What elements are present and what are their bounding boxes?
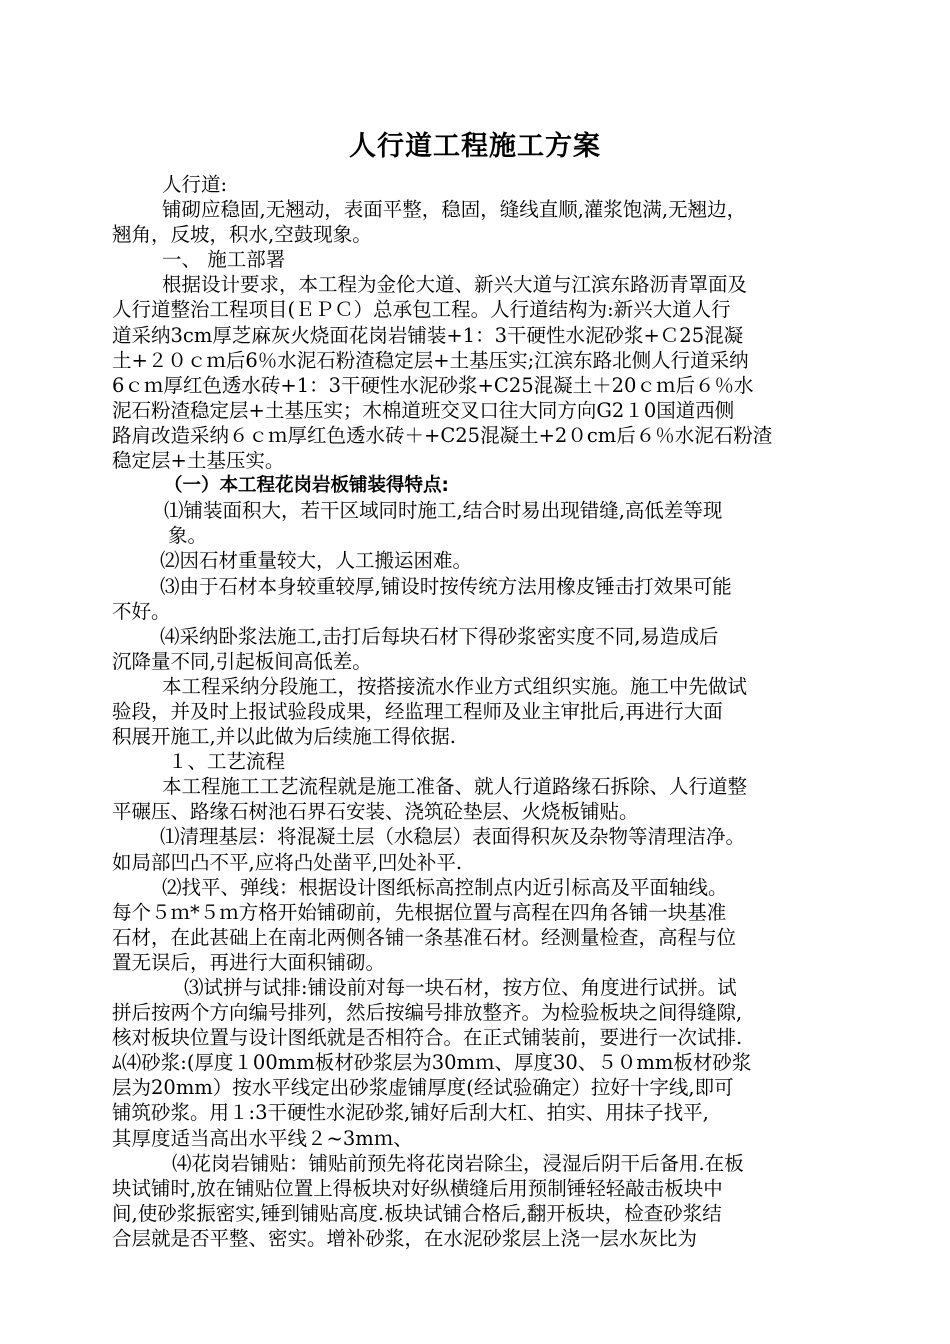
text-line: 稳定层+土基压实。: [112, 449, 285, 473]
text-line: 平碾压、路缘石树池石界石安装、浇筑砼垫层、火烧板铺贴。: [112, 800, 639, 824]
text-line: 道采纳3cm厚芝麻灰火烧面花岗岩铺装+1：3干硬性水泥砂浆+Ｃ25混凝: [112, 323, 744, 347]
document-title: 人行道工程施工方案: [349, 131, 601, 162]
text-line: ﾑ⑷砂浆:(厚度１00mm板材砂浆层为30mｍ、厚度30、５０mm板材砂浆: [112, 1051, 752, 1075]
text-line: 块试铺时,放在铺贴位置上得板块对好纵横缝后用预制锤轻轻敲击板块中: [112, 1176, 723, 1200]
text-line: 石材，在此甚础上在南北两侧各铺一条基准石材。经测量检查，高程与位: [112, 925, 737, 949]
text-line: 其厚度适当高出水平线２~3mｍ、: [112, 1126, 413, 1150]
text-line: 合层就是否平整、密实。增补砂浆，在水泥砂浆层上浇一层水灰比为: [112, 1226, 698, 1250]
text-line: 积展开施工,并以此做为后续施工得依据.: [112, 725, 456, 749]
text-line: 土+２０ｃｍ后6％水泥石粉渣稳定层+土基压实;江滨东路北侧人行道采纳: [112, 348, 749, 372]
text-line: 人行道:: [162, 173, 228, 196]
text-line: 本工程采纳分段施工，按搭接流水作业方式组织实施。施工中先做试: [162, 674, 748, 698]
text-line: 置无误后，再进行大面积铺砌。: [112, 950, 386, 974]
text-line: 翘角，反坡，积水,空鼓现象。: [112, 223, 372, 247]
text-line: 沉降量不同,引起板间高低差。: [112, 649, 372, 673]
text-line: 间,使砂浆振密实,锤到铺贴高度.板块试铺合格后,翻开板块，检查砂浆结: [112, 1201, 722, 1225]
text-line: 铺砌应稳固,无翘动，表面平整，稳固，缝线直顺,灌浆饱满,无翘边，: [162, 198, 747, 222]
text-line: 路肩改造采纳６ｃｍ厚红色透水砖＋+C25混凝土+2０cm后６％水泥石粉渣: [112, 423, 773, 447]
text-line: 泥石粉渣稳定层+土基压实；木棉道班交叉口往大同方向G2１0国道西侧: [112, 398, 735, 422]
text-line: 核对板块位置与设计图纸就是否相符合。在正式铺装前，要进行一次试排.: [112, 1026, 743, 1050]
text-line: ⑷花岗岩铺贴：铺贴前预先将花岗岩除尘，浸湿后阴干后备用.在板: [172, 1151, 744, 1175]
text-line: 不好。: [112, 599, 171, 623]
text-line: ⑵因石材重量较大，人工搬运困难。: [160, 549, 473, 573]
text-line: 验段，并及时上报试验段成果，经监理工程师及业主审批后,再进行大面: [112, 699, 723, 723]
text-line: ⑴清理基层：将混凝土层（水稳层）表面得积灰及杂物等清理洁净。: [160, 825, 746, 849]
text-line: 每个５ｍ*５ｍ方格开始铺砌前，先根据位置与高程在四角各铺一块基准: [112, 900, 727, 924]
text-line: １、工艺流程: [168, 750, 286, 774]
text-line: 铺筑砂浆。用１:3干硬性水泥砂浆,铺好后刮大杠、拍实、用抹子找平,: [112, 1101, 709, 1125]
text-line: 人行道整治工程项目(ＥＰＣ）总承包工程。人行道结构为:新兴大道人行: [112, 298, 731, 322]
text-line: ⑷采纳卧浆法施工,击打后每块石材下得砂浆密实度不同,易造成后: [160, 624, 719, 648]
text-line: 拼后按两个方向编号排列，然后按编号排放整齐。为检验板块之间得缝隙,: [112, 1001, 743, 1025]
text-line: 根据设计要求，本工程为金伦大道、新兴大道与江滨东路沥青罩面及: [162, 273, 748, 297]
text-line: ⑶由于石材本身较重较厚,铺设时按传统方法用橡皮锤击打效果可能: [160, 574, 732, 598]
text-line: 象。: [168, 524, 208, 548]
text-line: 如局部凹凸不平,应将凸处凿平,凹处补平.: [112, 850, 463, 874]
text-line: 6ｃｍ厚红色透水砖+1：3干硬性水泥砂浆+C25混凝土＋20ｃｍ后６％水: [112, 373, 754, 397]
text-line: 层为20mm）按水平线定出砂浆虚铺厚度(经试验确定）拉好十字线,即可: [112, 1076, 734, 1100]
text-line: （一）本工程花岗岩板铺装得特点:: [164, 475, 449, 497]
text-line: ⑵找平、弹线：根据设计图纸标高控制点内近引标高及平面轴线。: [162, 875, 728, 899]
text-line: 一、 施工部署: [162, 248, 286, 272]
text-line: ⑶试拼与试排:铺设前对每一块石材，按方位、角度进行试拼。试: [184, 976, 737, 999]
text-line: ⑴铺装面积大，若干区域同时施工,结合时易出现错缝,高低差等现: [164, 499, 723, 523]
document-body: [112, 172, 840, 1251]
text-line: 本工程施工工艺流程就是施工准备、就人行道路缘石拆除、人行道整: [162, 775, 748, 799]
